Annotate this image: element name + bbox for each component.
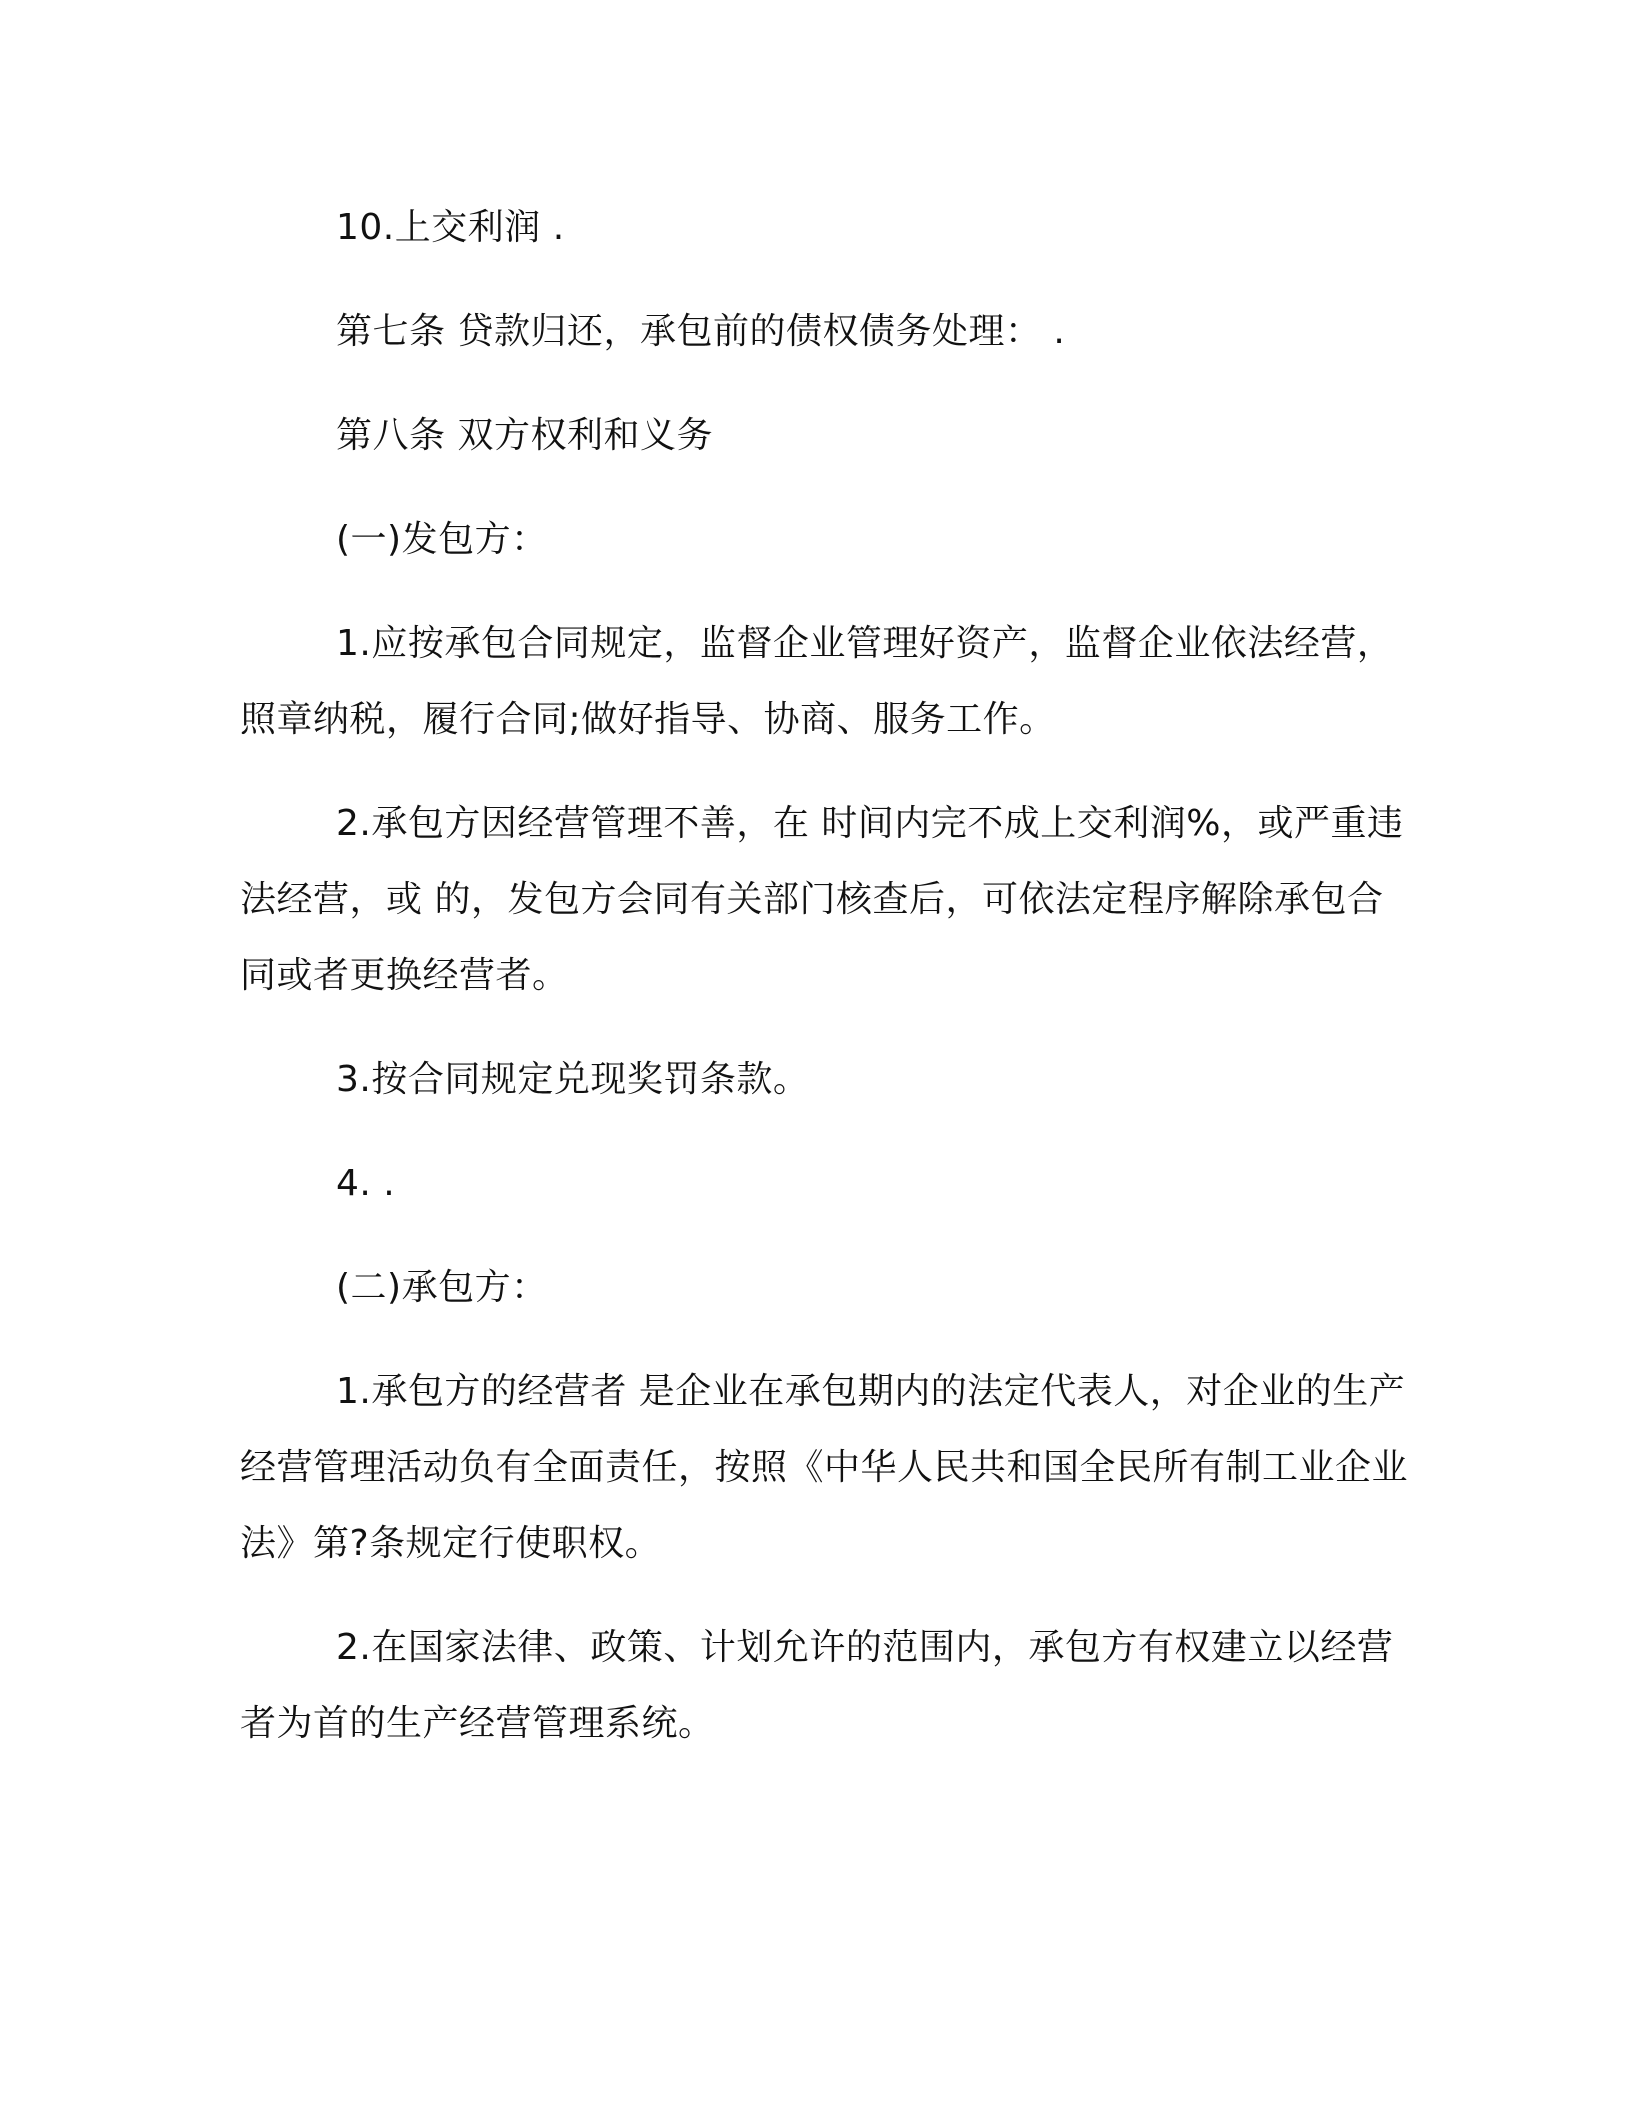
paragraph-party-a-item-2: 2.承包方因经营管理不善，在 时间内完不成上交利润%，或严重违法经营，或 的，发包方会同有关部门核查后，可依法定程序解除承包合同或者更换经营者。 xyxy=(240,803,1404,996)
paragraph-party-b-heading: (二)承包方： xyxy=(336,1267,548,1308)
paragraph-party-a-item-3: 3.按合同规定兑现奖罚条款。 xyxy=(336,1059,810,1100)
document-body xyxy=(240,190,1410,1790)
paragraph-party-a-item-4: 4. . xyxy=(336,1163,396,1204)
paragraph-article-7: 第七条 贷款归还，承包前的债权债务处理： . xyxy=(336,311,1066,352)
paragraph-profit-item: 10.上交利润 . xyxy=(336,207,565,248)
paragraph-party-b-item-2: 2.在国家法律、政策、计划允许的范围内，承包方有权建立以经营者为首的生产经营管理系统。 xyxy=(240,1627,1394,1744)
paragraph-party-a-heading: (一)发包方： xyxy=(336,519,548,560)
paragraph-party-b-item-1: 1.承包方的经营者 是企业在承包期内的法定代表人，对企业的生产经营管理活动负有全面责任，按照《中华人民共和国全民所有制工业企业法》第?条规定行使职权。 xyxy=(240,1371,1409,1564)
paragraph-article-8: 第八条 双方权利和义务 xyxy=(336,415,713,456)
paragraph-party-a-item-1: 1.应按承包合同规定，监督企业管理好资产，监督企业依法经营，照章纳税，履行合同;做好指导、协商、服务工作。 xyxy=(240,623,1394,740)
